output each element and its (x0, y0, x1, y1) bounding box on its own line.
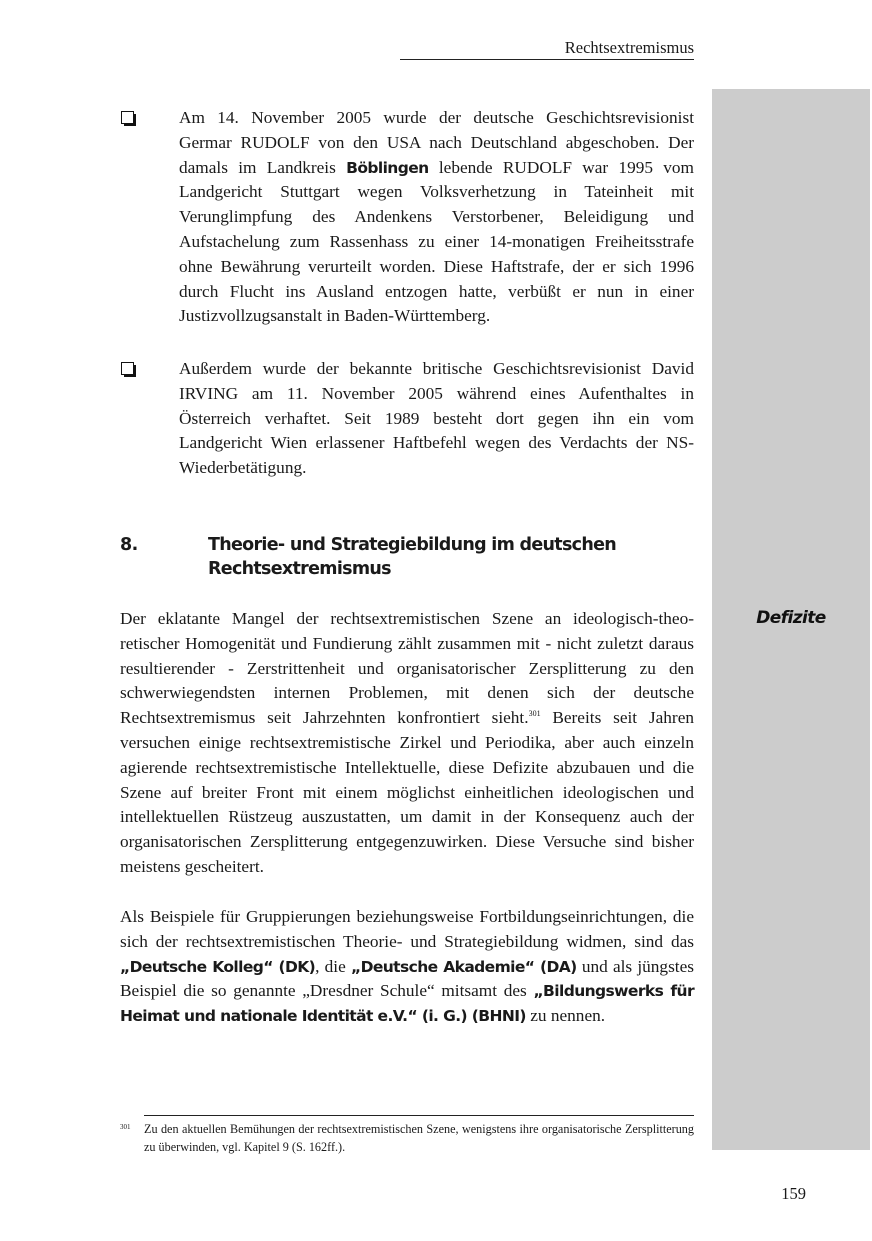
organization-name: „Deutsche Kolleg“ (DK) (120, 957, 316, 976)
checkbox-bullet-icon (120, 110, 136, 126)
organization-name: „Bildungswerks für Heimat und nationale Identität e.V.“ (i. G.) (BHNI) (120, 982, 694, 1026)
footnote-number: 301 (120, 1123, 131, 1131)
body-paragraph (120, 607, 694, 880)
paragraph-text: Der eklatante Mangel der rechtsextremistischen Szene an ideologisch-theoretischer Homogenität und Fundierung zählt zusammen mit - nicht zuletzt daraus resultierender - Zerstrittenheit und organisatorischer Zersplitterung zu den schwerwiegendsten internen Problemen, mit denen sich der deutsche Rechtsextremismus seit Jahrzehnten konfrontiert sieht. (120, 609, 694, 728)
bullet-item (179, 357, 694, 481)
paragraph-text: Als Beispiele für Gruppierungen beziehungsweise Fortbildungseinrichtungen, die sich der rechtsextremistischen Theorie- und Strategiebildung widmen, sind das (120, 907, 694, 951)
bullet-text: Am 14. November 2005 wurde der deutsche Geschichtsrevisionist Germar RUDOLF von den USA nach Deutschland abgeschoben. Der damals im Landkreis (179, 108, 694, 177)
organization-name: „Deutsche Akademie“ (DA) (350, 957, 577, 976)
bullet-text: lebende RUDOLF war 1995 vom Landgericht Stuttgart wegen Volksverhetzung in Tateinheit mit Verunglimpfung des Andenkens Verstorbener, Beleidigung und Aufstachelung zum Rassenhass zu einer 14-monatigen Freiheitsstrafe ohne Bewährung verurteilt worden. Diese Haftstrafe, der er sich 1996 durch Flucht ins Ausland entzogen hatte, verbüßt er nun in einer Justizvollzugsanstalt in Baden-Württemberg. (179, 157, 694, 326)
place-name: Böblingen (346, 158, 429, 177)
section-title: Theorie- und Strategiebildung im deutschen Rechtsextremismus (208, 535, 617, 579)
paragraph-text: zu nennen. (525, 1006, 606, 1026)
section-number: 8. (120, 535, 138, 555)
footnote-text: Zu den aktuellen Bemühungen der rechtsextremistischen Szene, wenigstens ihre organisatorische Zersplitterung zu überwinden, vgl. Kapitel 9 (S. 162ff.). (144, 1122, 694, 1154)
header-rule (400, 59, 694, 60)
checkbox-bullet-icon (120, 361, 136, 377)
footnote-reference[interactable]: 301 (528, 709, 541, 719)
paragraph-text: , die (315, 956, 351, 976)
running-header: Rechtsextremismus (564, 38, 694, 57)
bullet-text: Außerdem wurde der bekannte britische Geschichtsrevisionist David IRVING am 11. November 2005 während eines Aufenthaltes in Österreich verhaftet. Seit 1989 besteht dort gegen ihn ein vom Landgericht Wien erlassener Haftbefehl wegen des Verdachts der NS-Wiederbetätigung. (179, 359, 694, 478)
page-number: 159 (781, 1184, 806, 1203)
body-paragraph (120, 905, 694, 1029)
footnote-rule (144, 1115, 694, 1116)
margin-note: Defizite (756, 608, 826, 628)
paragraph-text: Bereits seit Jahren versuchen einige rechtsextremistische Zirkel und Periodika, aber auch einzeln agierende rechtsextremistische Intellektuelle, diese Defizite abzubauen und die Szene auf breiter Front mit einem möglichst einheitlichen ideologischen und intellektuellen Rüstzeug auszustatten, um damit in der Konsequenz auch der organisatorischen Zersplitterung entgegenzuwirken. Diese Versuche sind bisher meistens gescheitert. (120, 708, 694, 876)
paragraph-text: und als jüngstes Beispiel die so genannte „Dresdner Schule“ mitsamt des (120, 956, 694, 1001)
bullet-item (179, 106, 694, 329)
